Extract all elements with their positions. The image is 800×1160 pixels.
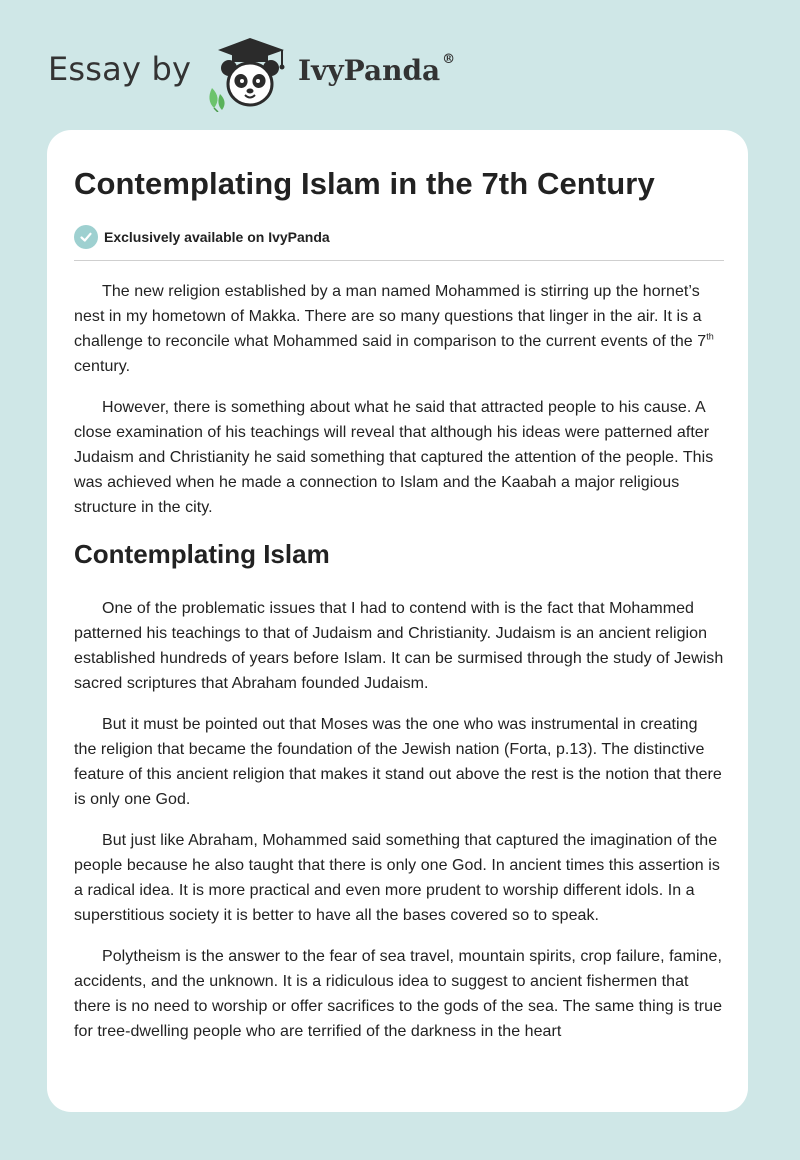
paragraph-text-end: century. — [74, 358, 131, 375]
paragraph: However, there is something about what he said that attracted people to his cause. A close examination of his teachings will reveal that although his ideas were patterned after Judaism and Christianity he said something that captured the attention of the people. This was achieved when he made a connection to Islam and the Kaabah a major religious structure in the city. — [74, 399, 714, 516]
brand-name[interactable] — [298, 54, 455, 87]
paragraph: But just like Abraham, Mohammed said something that captured the imagination of the people because he also taught that there is only one God. In ancient times this assertion is a radical idea. It is more practical and even more prudent to worship different idols. In a superstitious society it is better to have all the bases covered so to speak. — [74, 832, 720, 924]
checkmark-icon — [74, 225, 98, 249]
badge-text: Exclusively available on IvyPanda — [104, 229, 330, 245]
paragraph-text: The new religion established by a man named Mohammed is stirring up the hornet’s nest in my hometown of Makka. There are so many questions that linger in the air. It is a challenge to reconcile what Mohammed said in comparison to the current events of the 7 — [74, 283, 707, 350]
paragraph — [74, 279, 724, 379]
paragraph: But it must be pointed out that Moses was the one who was instrumental in creating the religion that became the foundation of the Jewish nation (Forta, p.13). The distinctive feature of this ancient religion that makes it stand out above the rest is the notion that there is only one God. — [74, 716, 722, 808]
brand-name-text: IvyPanda — [298, 54, 441, 87]
divider — [74, 260, 724, 261]
panda-graduation-cap-icon[interactable] — [204, 36, 294, 112]
brand-prefix: Essay by — [48, 50, 192, 88]
ordinal-suffix: th — [706, 331, 714, 342]
exclusive-badge — [74, 224, 724, 250]
essay-card — [47, 130, 748, 1112]
essay-title: Contemplating Islam in the 7th Century — [74, 166, 655, 201]
registered-mark: ® — [442, 52, 456, 67]
paragraph: One of the problematic issues that I had to contend with is the fact that Mohammed patterned his teachings to that of Judaism and Christianity. Judaism is an ancient religion established hundreds of years before Islam. It can be surmised through the study of Jewish sacred scriptures that Abraham founded Judaism. — [74, 600, 724, 692]
site-header — [48, 36, 508, 112]
paragraph: Polytheism is the answer to the fear of sea travel, mountain spirits, crop failure, famine, accidents, and the unknown. It is a ridiculous idea to suggest to ancient fishermen that there is no need to worship or offer sacrifices to the gods of the sea. The same thing is true for tree-dwelling people who are terrified of the darkness in the heart — [74, 948, 723, 1040]
essay-content — [74, 160, 724, 1044]
section-heading: Contemplating Islam — [74, 539, 330, 569]
